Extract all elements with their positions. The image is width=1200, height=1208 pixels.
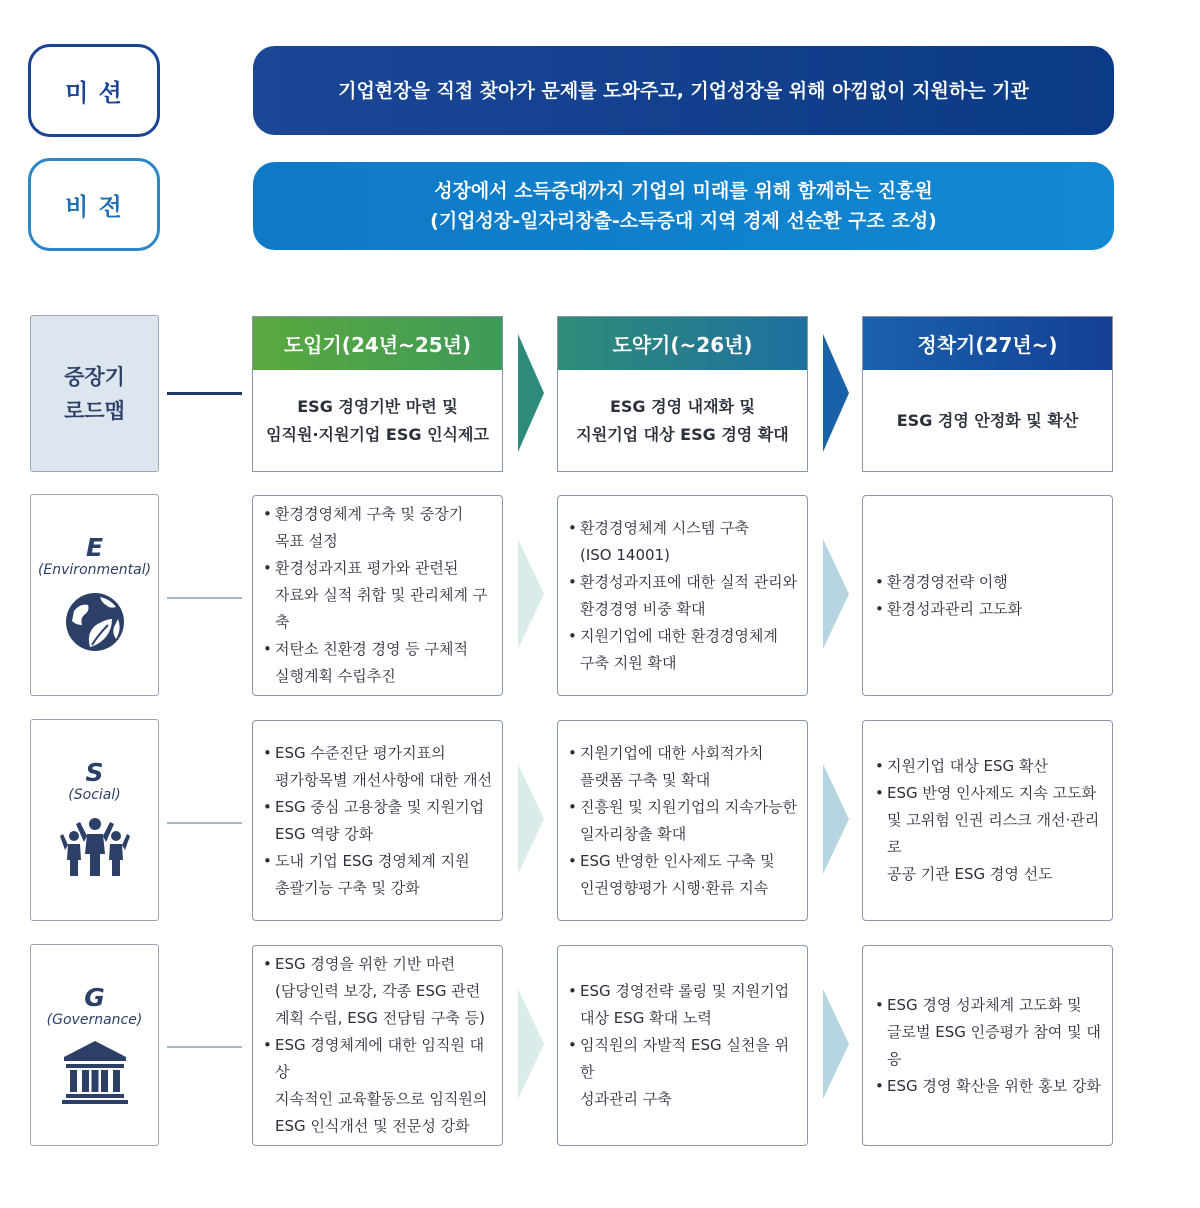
governance-phase-1-box [252,945,503,1146]
list-item: • ESG 반영한 인사제도 구축 및 인권영향평가 시행·환류 지속 [566,848,799,902]
list-item: • 지원기업 대상 ESG 확산 [873,753,1104,780]
vision-text-line2: (기업성장-일자리창출-소득증대 지역 경제 선순환 구조 조성) [430,210,937,232]
phase-title: 정착기(27년~) [863,317,1112,370]
environmental-phase-1-box [252,495,503,696]
chevron-right-icon [518,334,544,452]
category-letter: G [84,983,105,1012]
environmental-connector [167,597,242,599]
list-item: • ESG 반영 인사제도 지속 고도화 및 고위험 인권 리스크 개선·관리로 공공 기관 ESG 경영 선도 [873,780,1104,888]
list-item: • 지원기업에 대한 환경경영체계 구축 지원 확대 [566,623,799,677]
list-item: • 도내 기업 ESG 경영체계 지원 총괄기능 구축 및 강화 [261,848,494,902]
list-item: • 환경경영전략 이행 [873,569,1104,596]
list-item: • ESG 수준진단 평가지표의 평가항목별 개선사항에 대한 개선 [261,740,494,794]
phase-leap [557,316,808,472]
environmental-phase-3-box [862,495,1113,696]
chevron-right-icon [518,760,544,878]
phase-description: ESG 경영기반 마련 및 임직원·지원기업 ESG 인식제고 [266,396,489,444]
list-item: • ESG 경영 확산을 위한 홍보 강화 [873,1073,1104,1100]
category-letter: E [85,533,104,562]
list-item: • 진흥원 및 지원기업의 지속가능한 일자리창출 확대 [566,794,799,848]
phase-settle [862,316,1113,472]
list-item: • 환경경영체계 시스템 구축 (ISO 14001) [566,515,799,569]
roadmap-connector [167,392,242,395]
phase-description: ESG 경영 안정화 및 확산 [896,410,1079,430]
category-name: (Social) [68,787,121,803]
list-item: • 환경성과관리 고도화 [873,596,1104,623]
list-item: • ESG 중심 고용창출 및 지원기업 ESG 역량 강화 [261,794,494,848]
mission-text: 기업현장을 직접 찾아가 문제를 도와주고, 기업성장을 위해 아낌없이 지원하는 기관 [338,79,1029,102]
chevron-right-icon [823,535,849,653]
list-item: • ESG 경영 성과체계 고도화 및 글로벌 ESG 인증평가 참여 및 대응 [873,992,1104,1073]
governance-phase-2-box [557,945,808,1146]
list-item: • 지원기업에 대한 사회적가치 플랫폼 구축 및 확대 [566,740,799,794]
chevron-right-icon [518,985,544,1103]
social-connector [167,822,242,824]
vision-text-line1: 성장에서 소득증대까지 기업의 미래를 위해 함께하는 진흥원 [434,180,933,202]
list-item: • 환경성과지표 평가와 관련된 자료와 실적 취합 및 관리체계 구축 [261,555,494,636]
phase-intro [252,316,503,472]
roadmap-label-line2: 로드맵 [64,398,125,423]
category-letter: S [85,758,104,787]
social-phase-1-box [252,720,503,921]
chevron-right-icon [823,760,849,878]
list-item: • ESG 경영전략 롤링 및 지원기업 대상 ESG 확대 노력 [566,978,799,1032]
phase-description: ESG 경영 내재화 및 지원기업 대상 ESG 경영 확대 [576,396,789,444]
category-social [30,719,159,921]
mission-banner [253,46,1114,135]
vision-banner [253,162,1114,250]
list-item: • ESG 경영체계에 대한 임직원 대상 지속적인 교육활동으로 임직원의 ESG 인식개선 및 전문성 강화 [261,1032,494,1140]
phase-title: 도입기(24년~25년) [253,317,502,370]
chevron-right-icon [518,535,544,653]
chevron-right-icon [823,985,849,1103]
phase-title: 도약기(~26년) [558,317,807,370]
governance-phase-3-box [862,945,1113,1146]
list-item: • ESG 경영을 위한 기반 마련 (담당인력 보강, 각종 ESG 관련 계획 수립, ESG 전담팀 구축 등) [261,951,494,1032]
social-phase-3-box [862,720,1113,921]
category-name: (Environmental) [37,562,152,578]
social-phase-2-box [557,720,808,921]
environmental-phase-2-box [557,495,808,696]
roadmap-label [30,315,159,472]
list-item: • 임직원의 자발적 ESG 실천을 위한 성과관리 구축 [566,1032,799,1113]
people-group-icon [60,814,130,880]
list-item: • 저탄소 친환경 경영 등 구체적 실행계획 수립추진 [261,636,494,690]
chevron-right-icon [823,334,849,452]
earth-leaf-icon [60,589,130,655]
government-building-icon [60,1039,130,1105]
vision-label: 비 전 [28,158,160,251]
governance-connector [167,1046,242,1048]
list-item: • 환경경영체계 구축 및 중장기 목표 설정 [261,501,494,555]
mission-label: 미 션 [28,44,160,137]
category-environmental [30,494,159,696]
roadmap-label-line1: 중장기 [64,364,125,389]
category-governance [30,944,159,1146]
category-name: (Governance) [46,1012,143,1028]
list-item: • 환경성과지표에 대한 실적 관리와 환경경영 비중 확대 [566,569,799,623]
